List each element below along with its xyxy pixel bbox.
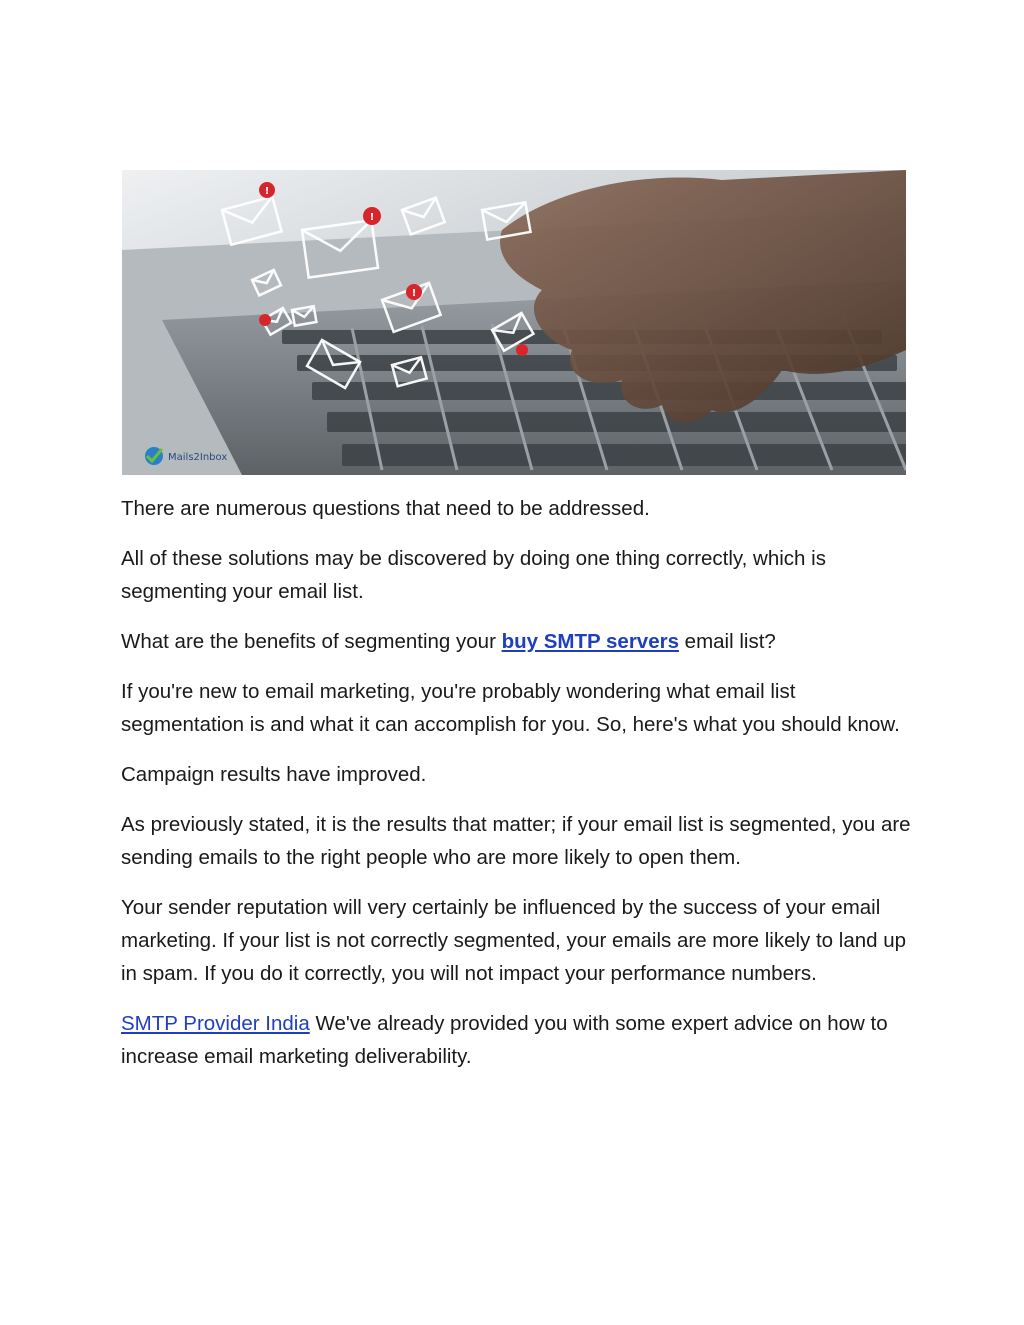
paragraph-6: As previously stated, it is the results that matter; if your email list is segmented, you are sending emails to the right people who are more likely to open them. — [121, 813, 911, 869]
paragraph-7: Your sender reputation will very certainly be influenced by the success of your email marketing. If your list is not correctly segmented, your emails are more likely to land up in spam. If you do it correctly, you will not impact your performance numbers. — [121, 896, 907, 985]
paragraph-4: If you're new to email marketing, you're probably wondering what email list segmentation is and what it can accomplish for you. So, here's what you should know. — [121, 680, 900, 736]
svg-text:!: ! — [369, 212, 375, 223]
paragraph-5: Campaign results have improved. — [121, 763, 427, 786]
paragraph-1: There are numerous questions that need to be addressed. — [121, 497, 650, 520]
article-body — [121, 492, 911, 1090]
paragraph-8-after: We've already provided you with some expert advice on how to increase email marketing deliverability. — [121, 1012, 888, 1068]
hero-image — [122, 170, 906, 475]
smtp-provider-india-link[interactable]: SMTP Provider India — [121, 1012, 310, 1035]
paragraph-8 — [121, 1007, 911, 1073]
paragraph-3 — [121, 625, 911, 658]
svg-text:!: ! — [411, 288, 417, 299]
svg-text:!: ! — [264, 186, 270, 197]
paragraph-3-after: email list? — [678, 630, 776, 653]
logo-text: Mails2Inbox — [168, 452, 228, 463]
buy-smtp-servers-link[interactable]: buy SMTP servers — [501, 630, 679, 653]
paragraph-2: All of these solutions may be discovered by doing one thing correctly, which is segmenting your email list. — [121, 547, 826, 603]
paragraph-3-before: What are the benefits of segmenting your — [121, 630, 502, 653]
